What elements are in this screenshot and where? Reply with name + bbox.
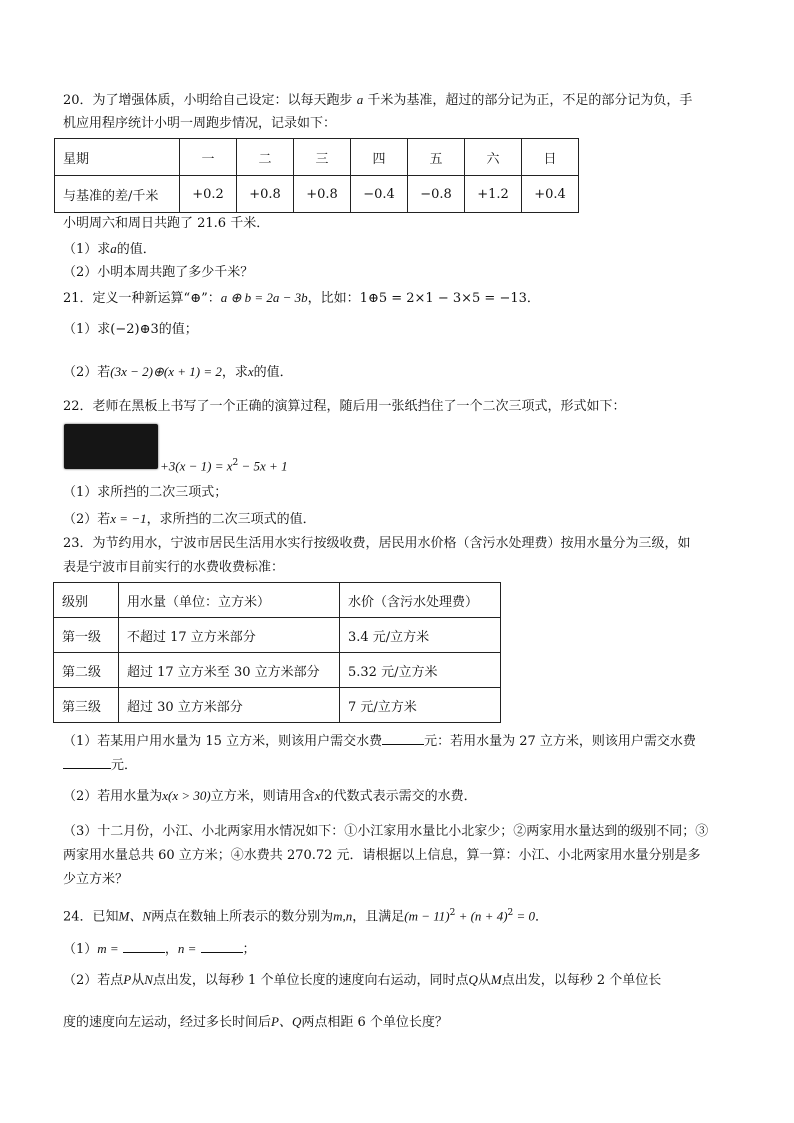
q22-part2: （2）若x = −1，求所挡的二次三项式的值． [63, 511, 316, 527]
answer-blank[interactable] [201, 938, 243, 953]
q20-line1: 20．为了增强体质，小明给自己设定：以每天跑步 a 千米为基准，超过的部分记为正，不足的部分记为负，手 [63, 92, 693, 108]
answer-blank[interactable] [382, 730, 424, 745]
q24-part2-l1: （2）若点P从N点出发，以每秒 1 个单位长度的速度向右运动，同时点Q从M点出发，以每秒 2 个单位长 [63, 972, 662, 988]
q20-line2: 机应用程序统计小明一周跑步情况，记录如下： [63, 116, 337, 131]
q23-table [53, 582, 501, 723]
answer-blank[interactable] [123, 938, 165, 953]
q23-line2: 表是宁波市目前实行的水费收费标准： [63, 560, 285, 575]
q23-part3-l3: 少立方米？ [63, 872, 129, 887]
table-row: 与基准的差/千米 +0.2 +0.8 +0.8 −0.4 −0.8 +1.2 +0.4 [55, 176, 579, 213]
q24-part1: （1）m = ，n = ； [63, 938, 256, 960]
q23-line1: 23．为节约用水，宁波市居民生活用水实行按级收费，居民用水价格（含污水处理费）按用水量分为三级，如 [63, 536, 691, 551]
q20-table [54, 138, 579, 213]
q24-intro: 24．已知M、N两点在数轴上所表示的数分别为m,n，且满足$(m - 11)^2 + (n + 4)^2 = 0$． [63, 908, 549, 925]
table-row: 第三级 超过 30 立方米部分 7 元/立方米 [54, 688, 501, 723]
q23-part3-l2: 两家用水量总共 60 立方米；④水费共 270.72 元．请根据以上信息，算一算：小江、小北两家用水量分别是多 [63, 848, 701, 863]
q22-part1: （1）求所挡的二次三项式； [63, 485, 228, 500]
q21-part1: （1）求(−2)⊕3的值； [63, 322, 198, 337]
table-row: 星期 一 二 三 四 五 六 日 [55, 139, 579, 176]
q22-intro: 22．老师在黑板上书写了一个正确的演算过程，随后用一张纸挡住了一个二次三项式，形式如下： [63, 399, 626, 414]
covering-paper [64, 424, 158, 469]
answer-blank[interactable] [63, 754, 111, 769]
q22-formula: $+3(x - 1) = x^2 - 5x + 1$ [160, 458, 288, 474]
table-row: 第二级 超过 17 立方米至 30 立方米部分 5.32 元/立方米 [54, 653, 501, 688]
q20-part2: （2）小明本周共跑了多少千米？ [63, 265, 254, 280]
q23-part3-l1: （3）十二月份，小江、小北两家用水情况如下：①小江家用水量比小北家少；②两家用水量达到的级别不同；③ [63, 824, 709, 839]
q24-part2-l2: 度的速度向左运动，经过多长时间后P、Q两点相距 6 个单位长度？ [63, 1014, 448, 1030]
q21-intro: 21．定义一种新运算“⊕”：a ⊕ b = 2a − 3b，比如：1⊕5 = 2×1 − 3×5 = −13． [63, 290, 540, 306]
q21-part2: （2）若(3x − 2)⊕(x + 1) = 2，求x的值． [63, 364, 293, 380]
q23-part2: （2）若用水量为x(x > 30)立方米，则请用含x的代数式表示需交的水费． [63, 788, 477, 804]
table-row: 级别 用水量（单位：立方米） 水价（含污水处理费） [54, 583, 501, 618]
table-row: 第一级 不超过 17 立方米部分 3.4 元/立方米 [54, 618, 501, 653]
q23-part1-cont: 元． [63, 754, 137, 776]
q23-part1: （1）若某用户用水量为 15 立方米，则该用户需交水费 元：若用水量为 27 立方米，则该用户需交水费 [63, 730, 696, 752]
q20-part1: （1）求a的值． [63, 241, 156, 257]
q20-after: 小明周六和周日共跑了 21.6 千米． [63, 216, 270, 231]
